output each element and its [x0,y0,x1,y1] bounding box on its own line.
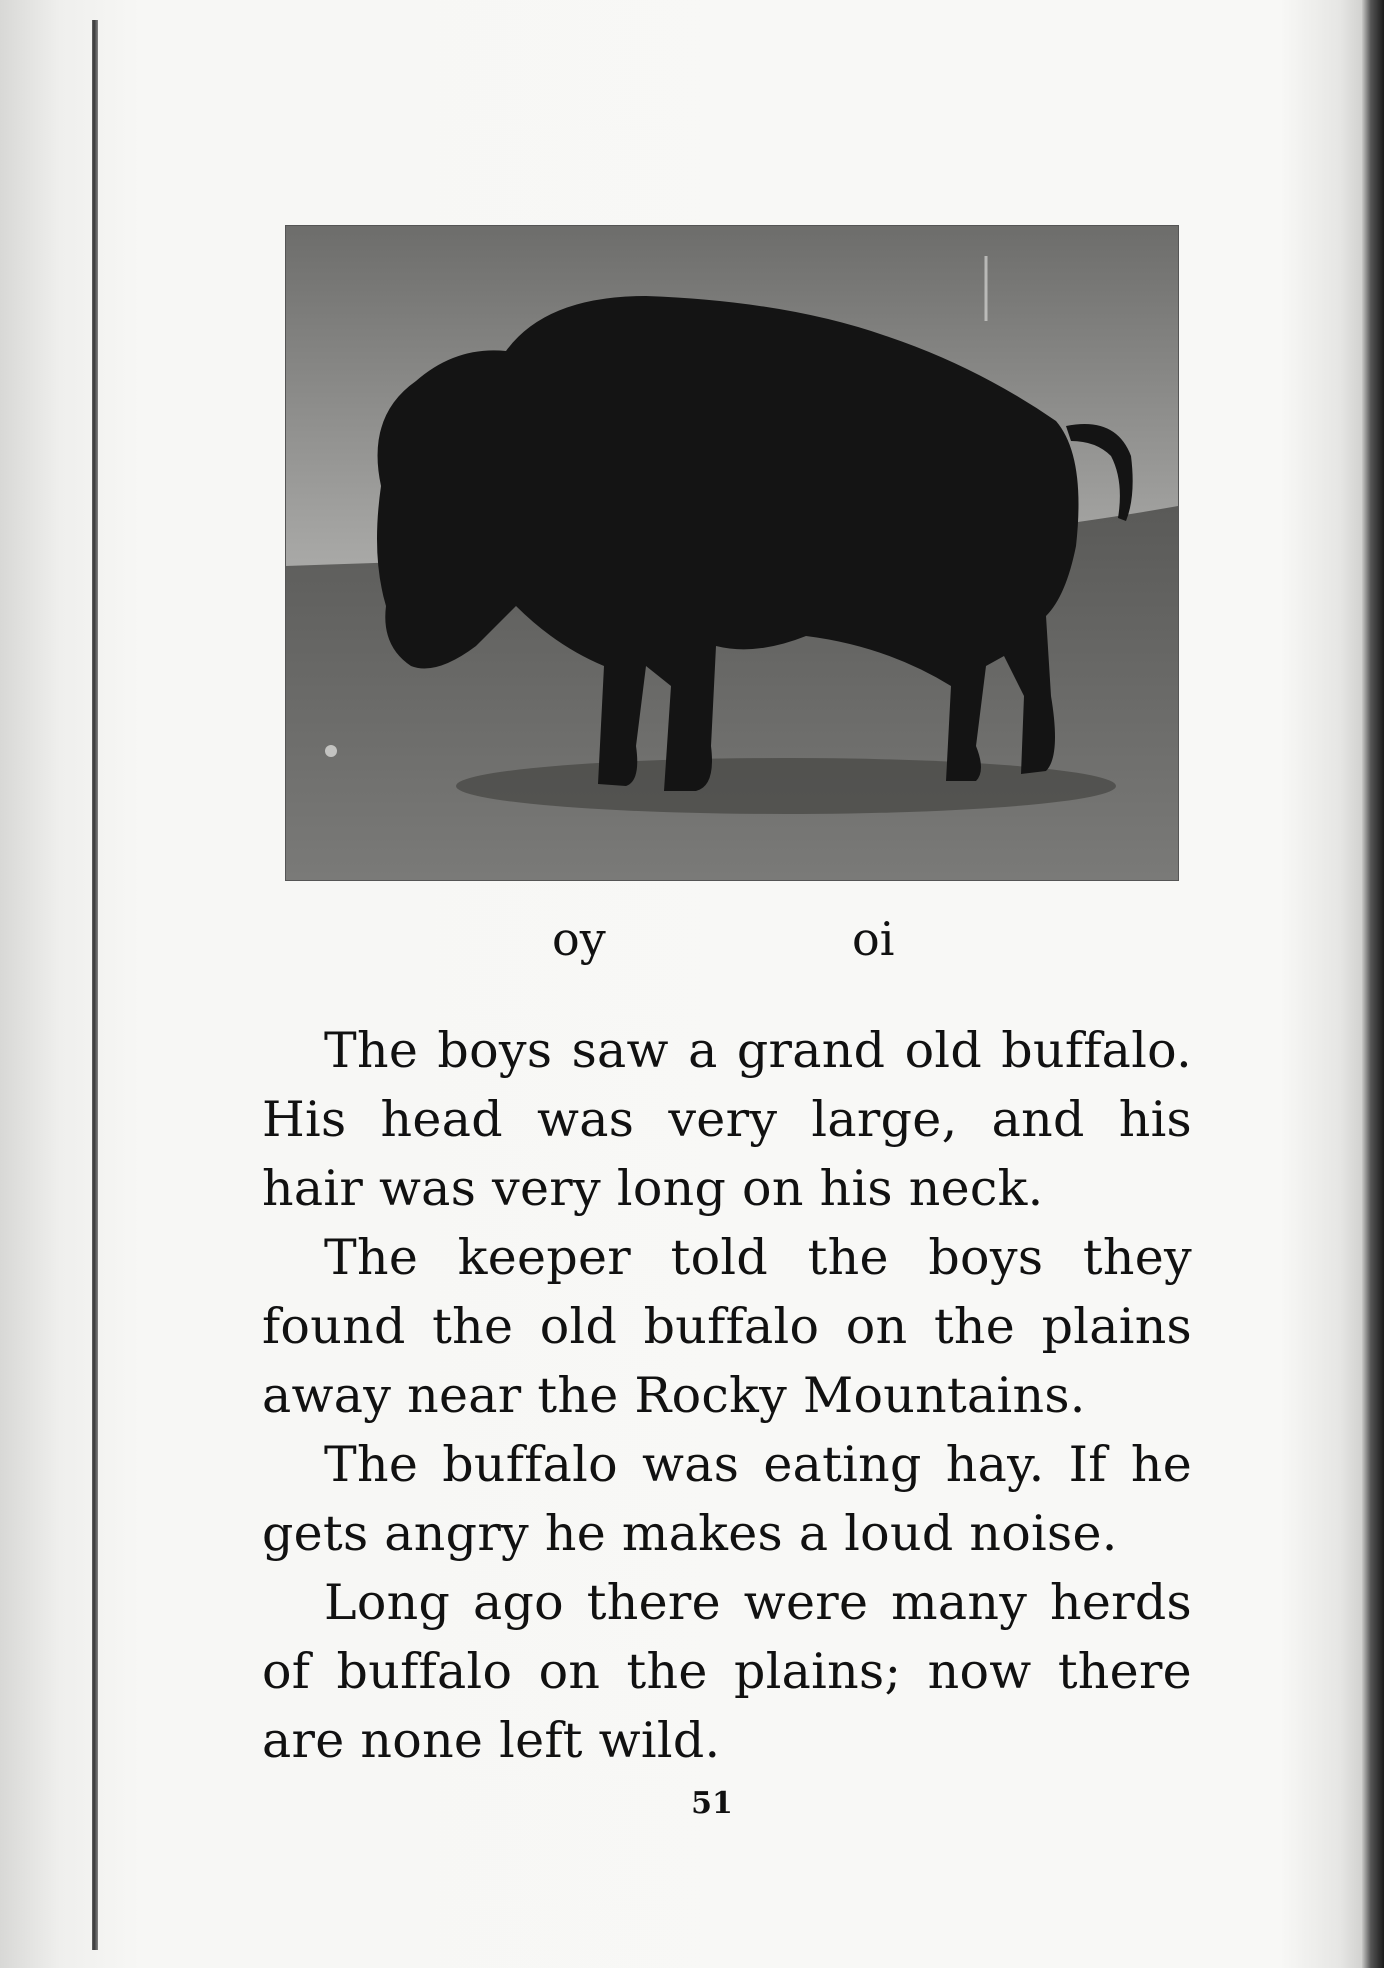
page-number: 51 [691,1786,733,1821]
buffalo-illustration [286,226,1178,880]
paragraph: The boys saw a grand old buffalo. His head was very large, and his hair was very long on his neck. [262,1022,1192,1217]
shadow [456,758,1116,814]
letter-pair-oi: oi [852,912,895,966]
page-gutter [92,20,98,1950]
paragraph: The buffalo was eating hay. If he gets angry he makes a loud noise. [262,1436,1192,1562]
buffalo-photo [286,226,1178,880]
page-edge [1362,0,1384,1968]
paragraph: The keeper told the boys they found the old buffalo on the plains away near the Rocky Mountains. [262,1229,1192,1424]
reading-text [262,1016,1192,1775]
letter-pair-oy: oy [552,912,606,966]
paragraph: Long ago there were many herds of buffalo on the plains; now there are none left wild. [262,1574,1192,1769]
phonics-letters [0,912,1384,982]
